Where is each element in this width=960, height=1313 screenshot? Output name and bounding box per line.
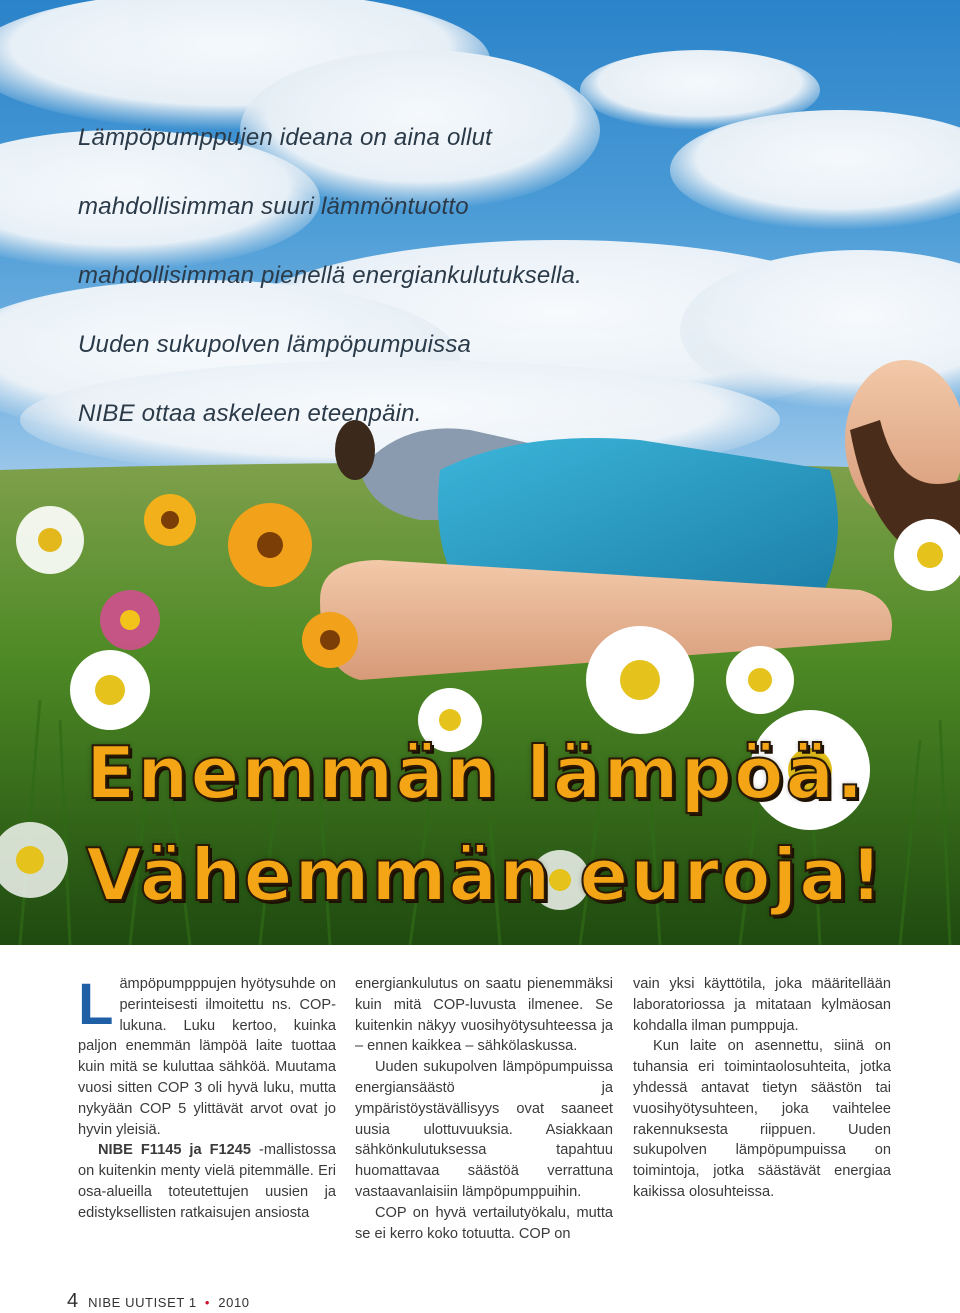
article-column-1 [78,974,336,1224]
intro-line: Lämpöpumppujen ideana on aina ollut [78,123,492,151]
headline-line-2: Vähemmän euroja! [86,833,885,917]
bullet-separator: • [204,1295,211,1310]
intro-line: NIBE ottaa askeleen eteenpäin. [78,399,422,427]
publication-info [88,1295,250,1310]
model-name: NIBE F1145 ja F1245 [98,1142,251,1159]
publication-name: NIBE UUTISET 1 [88,1295,197,1310]
intro-line: mahdollisimman suuri lämmöntuotto [78,192,469,220]
drop-cap: L [78,972,114,1037]
intro-line: Uuden sukupolven lämpöpumpuissa [78,330,472,358]
paragraph-text: ämpöpumpppujen hyötysuhde on perinteisesti ilmoitettu ns. COP-lukuna. Luku kertoo, kuinka paljon enemmän lämpöä laite tuottaa kuin mitä se kuluttaa sähköä. Muutama vuosi sitten COP 3 oli hyvä luku, mutta nykyään COP 5 ylittävät arvot ovat jo hyvin yleisiä. [78,976,336,1138]
intro-text [78,86,598,466]
paragraph-text: -mallistossa on kuitenkin menty vielä pitemmälle. Eri osa-alueilla toteutettujen uusien ja edistyksellisten ratkaisujen ansiosta [78,1142,336,1221]
page-headline [86,722,946,926]
page-number: 4 [67,1290,79,1312]
paragraph-text: Uuden sukupolven lämpöpumpuissa energiansäästö ja ympäristöystävällisyys ovat saaneet uusia ulottuvuuksia. Asiakkaan sähkönkulutuksessa tapahtuu huomattavaa säästöä verrattuna vastaavanlaisiin lämpöpumppuihin. [355,1059,613,1200]
headline-line-1: Enemmän lämpöä. [86,731,866,815]
paragraph-text: vain yksi käyttötila, joka määritellään laboratoriossa ja mitataan kylmäosan kohdalla ilman pumppuja. [633,976,891,1034]
article-column-3 [633,974,891,1203]
paragraph-text: Kun laite on asennettu, siinä on tuhansia eri toimintaolosuhteita, jotka yhdessä antavat tietyn säästön tai vuosihyötysuhteen, joka vaihtelee rakennuksesta riippuen. Uuden sukupolven lämpöpumpuissa on toimintoja, jotka säästävät energiaa kaikissa olosuhteissa. [633,1038,891,1200]
paragraph-text: energiankulutus on saatu pienemmäksi kuin mitä COP-luvusta ilmenee. Se kuitenkin näkyy vuosihyötysuhteessa ja – ennen kaikkea – sähkölaskussa. [355,976,613,1055]
intro-line: mahdollisimman pienellä energiankulutuksella. [78,261,582,289]
publication-year: 2010 [218,1295,250,1310]
paragraph-text: COP on hyvä vertailutyökalu, mutta se ei kerro koko totuutta. COP on [355,1204,613,1242]
article-column-2 [355,974,613,1244]
